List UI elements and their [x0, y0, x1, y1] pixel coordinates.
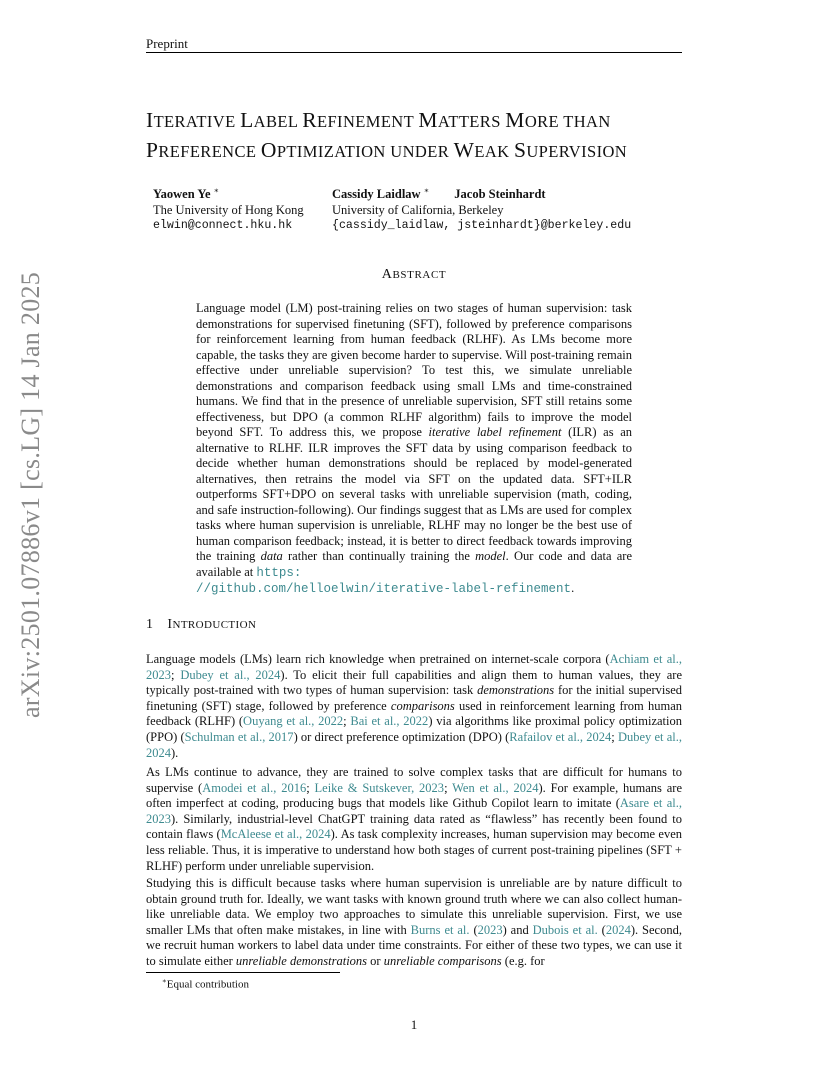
citation-link[interactable]: Amodei et al., 2016 [202, 780, 307, 795]
header-rule [146, 52, 682, 53]
footnote: ∗Equal contribution [162, 977, 249, 991]
running-head: Preprint [146, 36, 188, 51]
citation-link[interactable]: Bai et al., 2022 [350, 714, 429, 729]
author-email[interactable]: {cassidy_laidlaw, jsteinhardt}@berkeley.edu [332, 219, 632, 233]
abstract-heading: ABSTRACT [381, 267, 447, 282]
citation-link[interactable]: Wen et al., 2024 [452, 780, 539, 795]
title-line-1: ITERATIVE LABEL REFINEMENT MATTERS MORE THAN [146, 108, 611, 132]
citation-link[interactable]: Dubey et al., 2024 [146, 729, 682, 760]
paragraph: As LMs continue to advance, they are trained to solve complex tasks that are difficult for humans to supervise (Amodei et al., 2016; Leike & Sutskever, 2023; Wen et al., 2024). For example, humans are often imperfect at coding, producing bugs that models like Github Copilot learn to imitate (Asare et al., 2023). Similarly, industrial-level ChatGPT training data rated as “flawless” has recently been found to contain flaws (McAleese et al., 2024). As task complexity increases, human supervision may become even less reliable. Thus, it is imperative to understand how both stages of current post-training pipelines (SFT + RLHF) perform under unreliable supervision. [146, 765, 683, 873]
author-affiliation: University of California, Berkeley [332, 202, 504, 217]
author-name: Yaowen Ye [153, 187, 211, 202]
citation-link[interactable]: 2024 [605, 922, 631, 937]
citation-link[interactable]: Achiam et al., 2023 [146, 652, 682, 682]
code-url-link[interactable]: https: [256, 565, 302, 580]
citation-link[interactable]: Leike & Sutskever, 2023 [314, 780, 445, 795]
author-name: Jacob Steinhardt [454, 187, 546, 202]
paragraph: Studying this is difficult because tasks where human supervision is unreliable are by nature difficult to obtain ground truth for. Ideally, we want tasks with known ground truth where we can also collect human-like unreliable data. We employ two approaches to simulate this unreliable supervision. First, we use smaller LMs that often make mistakes, in line with Burns et al. (2023) and Dubois et al. (2024). Second, we recruit human workers to label data under time constraints. For either of these two types, we can use it to simulate either unreliable demonstrations or unreliable comparisons (e.g. for [146, 876, 682, 968]
citation-link[interactable]: Ouyang et al., 2022 [243, 714, 344, 729]
footnote-rule [146, 972, 340, 973]
paragraph: Language models (LMs) learn rich knowledge when pretrained on internet-scale corpora (Achiam et al., 2023; Dubey et al., 2024). To elicit their full capabilities and align them to human values, they are typically post-trained with two types of human supervision: task demonstrations for the initial supervised finetuning (SFT) stage, followed by preference comparisons used in reinforcement learning from human feedback (RLHF) (Ouyang et al., 2022; Bai et al., 2022) via algorithms like proximal policy optimization (PPO) (Schulman et al., 2017) or direct preference optimization (DPO) (Rafailov et al., 2024; Dubey et al., 2024). [146, 652, 683, 760]
citation-link[interactable]: Asare et al., 2023 [146, 796, 682, 826]
citation-link[interactable]: Burns et al. [410, 922, 470, 937]
author-name: Cassidy Laidlaw [332, 187, 421, 202]
citation-link[interactable]: Dubey et al., 2024 [180, 667, 281, 682]
citation-link[interactable]: Schulman et al., 2017 [184, 729, 294, 744]
code-url-link[interactable]: //github.com/helloelwin/iterative-label-refinement [196, 582, 572, 596]
author-block-1: Yaowen Ye ∗ The University of Hong Kong elwin@connect.hku.hk [153, 186, 304, 233]
section-heading: 1 INTRODUCTION [146, 617, 257, 632]
title-line-2: PREFERENCE OPTIMIZATION UNDER WEAK SUPERVISION [146, 138, 628, 162]
author-email[interactable]: elwin@connect.hku.hk [153, 219, 293, 233]
author-affiliation: The University of Hong Kong [153, 202, 304, 217]
citation-link[interactable]: 2023 [477, 922, 503, 937]
arxiv-identifier[interactable]: arXiv:2501.07886v1 [cs.LG] 14 Jan 2025 [16, 271, 45, 718]
citation-link[interactable]: Rafailov et al., 2024 [509, 729, 612, 744]
citation-link[interactable]: Dubois et al. [532, 922, 598, 937]
page-number: 1 [410, 1017, 418, 1032]
author-block-2: Cassidy Laidlaw ∗ Jacob Steinhardt University of California, Berkeley {cassidy_laidlaw, jsteinhardt}@berkeley.edu [332, 186, 632, 233]
abstract-body: Language model (LM) post-training relies on two stages of human supervision: task demonstrations for supervised finetuning (SFT), followed by preference comparisons for reinforcement learning from human feedback (RLHF). As LMs become more capable, the tasks they are given become harder to supervise. Will post-training remain effective under unreliable supervision? To test this, we simulate unreliable demonstrations and comparison feedback using small LMs and time-constrained humans. We find that in the presence of unreliable supervision, SFT still retains some effectiveness, but DPO (a common RLHF algorithm) fails to improve the model beyond SFT. To address this, we propose iterative label refinement (ILR) as an alternative to RLHF. ILR improves the SFT data by using comparison feedback to decide whether human demonstrations should be replaced by model-generated alternatives, then retrains the model via SFT on the updated data. SFT+ILR outperforms SFT+DPO on several tasks with unreliable supervision (math, coding, and safe instruction-following). Our findings suggest that as LMs are used for complex tasks where human supervision is unreliable, RLHF may no longer be the best use of human comparison feedback; instead, it is better to direct feedback towards improving the training data rather than continually training the model. Our code and data are available at https: //github.com/helloelwin/iterative-label-refinement. [196, 301, 632, 596]
citation-link[interactable]: McAleese et al., 2024 [220, 827, 331, 842]
paper-title [146, 106, 706, 166]
